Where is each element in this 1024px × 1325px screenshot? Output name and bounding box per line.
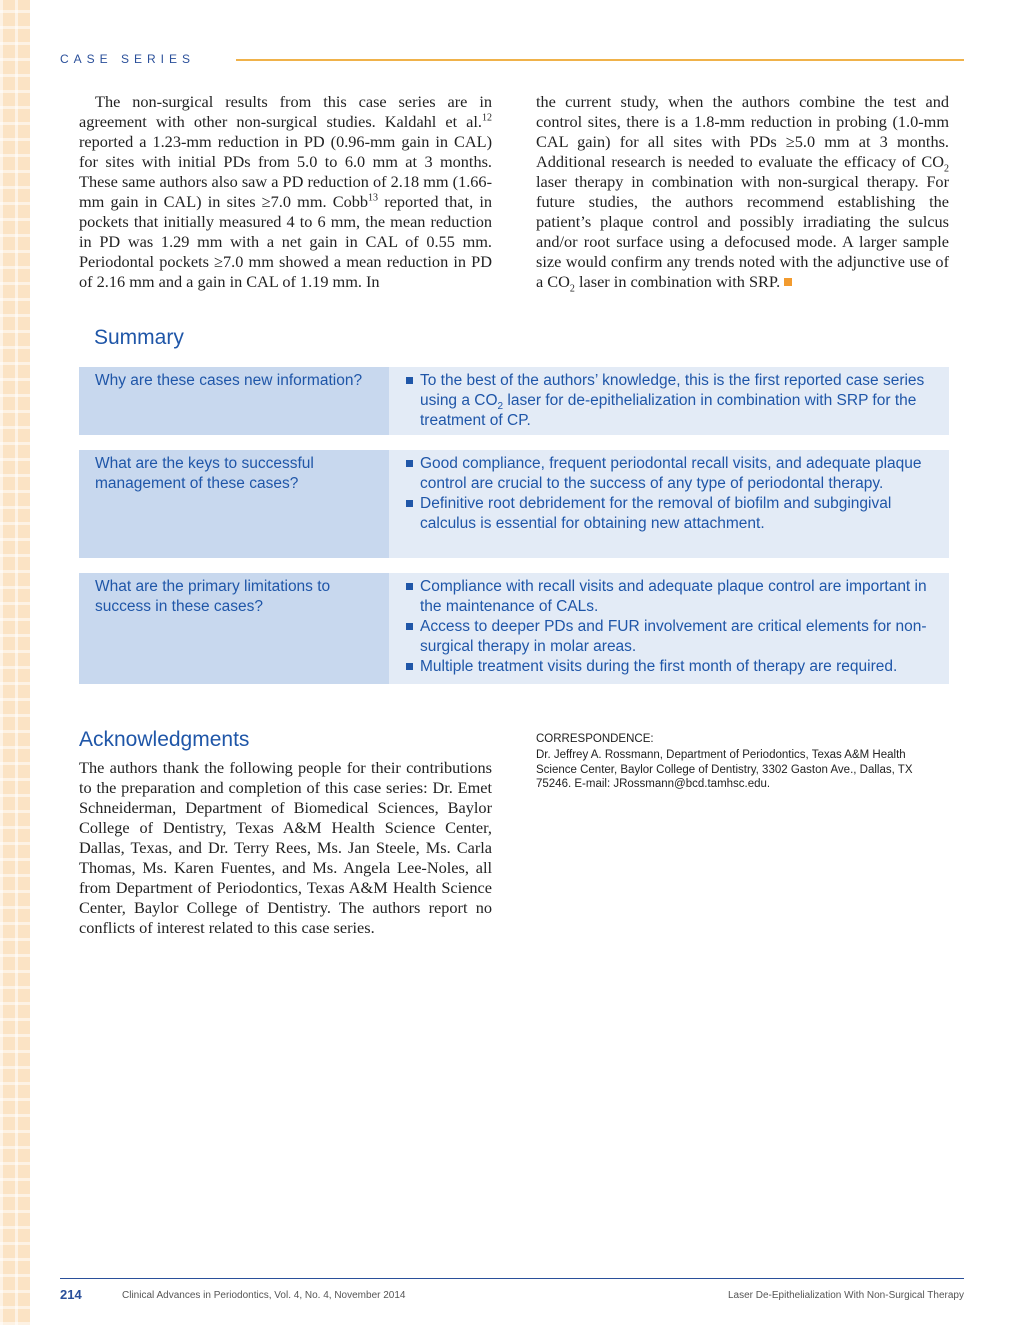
subscript: 2 [944, 163, 949, 175]
reference-13[interactable]: 13 [368, 192, 379, 204]
summary-bullet: Definitive root debridement for the removal of biofilm and subgingival calculus is essential for obtaining new attachment. [405, 494, 939, 534]
summary-bullet: Good compliance, frequent periodontal recall visits, and adequate plaque control are crucial to the success of any type of periodontal therapy. [405, 454, 939, 494]
summary-bullet: Access to deeper PDs and FUR involvement are critical elements for non-surgical therapy in molar areas. [405, 617, 939, 657]
summary-row-new-information [79, 367, 949, 435]
journal-citation: Clinical Advances in Periodontics, Vol. 4, No. 4, November 2014 [122, 1290, 406, 1301]
text-run: the current study, when the authors combine the test and control sites, there is a 1.8-mm reduction in probing (1.0-mm CAL gain) for all sites with PDs ≥5.0 mm at 3 months. Additional research is needed to evaluate the efficacy of CO [536, 92, 949, 171]
correspondence-text: Dr. Jeffrey A. Rossmann, Department of Periodontics, Texas A&M Health Science Center, Baylor College of Dentistry, 3302 Gaston Ave., Dallas, TX 75246. E-mail: JRossmann@bcd.tamhsc.edu. [536, 749, 913, 790]
page-number: 214 [60, 1287, 82, 1302]
header-rule [236, 59, 964, 61]
summary-bullet [405, 371, 939, 431]
summary-question: What are the primary limitations to success in these cases? [79, 573, 389, 684]
text-run: reported that, in pockets that initially measured 4 to 6 mm, the mean reduction in PD was 1.29 mm with a net gain in CAL of 0.55 mm. Periodontal pockets ≥7.0 mm showed a mean reduction in PD of 2.16 mm and a gain in CAL of 1.19 mm. In [79, 192, 492, 291]
summary-bullet: Multiple treatment visits during the first month of therapy are required. [405, 657, 939, 677]
footer-rule [60, 1278, 964, 1279]
body-column-left [79, 92, 492, 292]
text-run: reported a 1.23-mm reduction in PD (0.96-mm gain in CAL) for sites with initial PDs from 5.0 to 6.0 mm at 3 months. These same authors also saw a PD reduction of 2.18 mm (1.66-mm gain in CAL) in sites ≥7.0 mm. Cobb [79, 132, 492, 211]
summary-row-keys-to-success [79, 450, 949, 558]
article-short-title: Laser De-Epithelialization With Non-Surgical Therapy [727, 1290, 964, 1301]
correspondence-label: CORRESPONDENCE: [536, 733, 654, 745]
text-run: To the best of the authors’ knowledge, this is the first reported case series using a CO [420, 372, 925, 409]
reference-12[interactable]: 12 [482, 112, 492, 124]
body-paragraph-left [79, 92, 492, 292]
running-head: CASE SERIES [60, 52, 196, 66]
summary-answer [389, 367, 949, 435]
acknowledgments-heading: Acknowledgments [79, 728, 250, 751]
text-run: The non-surgical results from this case series are in agreement with other non-surgical studies. Kaldahl et al. [79, 92, 492, 131]
summary-answer [389, 573, 949, 684]
decorative-sidebar [0, 0, 30, 1325]
summary-row-limitations [79, 573, 949, 684]
body-paragraph-right [536, 92, 949, 295]
summary-bullet: Compliance with recall visits and adequate plaque control are important in the maintenance of CALs. [405, 577, 939, 617]
text-run: laser for de-epithelialization in combination with SRP for the treatment of CP. [420, 392, 917, 429]
text-run: laser therapy in combination with non-surgical therapy. For future studies, the authors recommend establishing the patient’s plaque control and possibly irradiating the sulcus and/or root surface using a defocused mode. A larger sample size would confirm any trends noted with the adjunctive use of a CO [536, 172, 949, 291]
text-run: laser in combination with SRP. [574, 272, 781, 291]
subscript: 2 [569, 283, 575, 295]
subscript: 2 [497, 401, 504, 413]
summary-question: What are the keys to successful management of these cases? [79, 450, 389, 558]
summary-answer [389, 450, 949, 558]
body-column-right [536, 92, 949, 295]
end-of-article-icon [784, 278, 792, 286]
summary-question: Why are these cases new information? [79, 367, 389, 435]
acknowledgments-text: The authors thank the following people for their contributions to the preparation and completion of this case series: Dr. Emet Schneiderman, Department of Biomedical Sciences, Baylor College of Dentistry, Texas A&M Health Science Center, Dallas, Texas, and Dr. Terry Rees, Ms. Jan Steele, Ms. Carla Thomas, Ms. Karen Fuentes, and Ms. Angela Lee-Noles, all from Department of Periodontics, Texas A&M Health Science Center, Baylor College of Dentistry. The authors report no conflicts of interest related to this case series. [79, 758, 492, 937]
summary-heading: Summary [94, 326, 184, 349]
